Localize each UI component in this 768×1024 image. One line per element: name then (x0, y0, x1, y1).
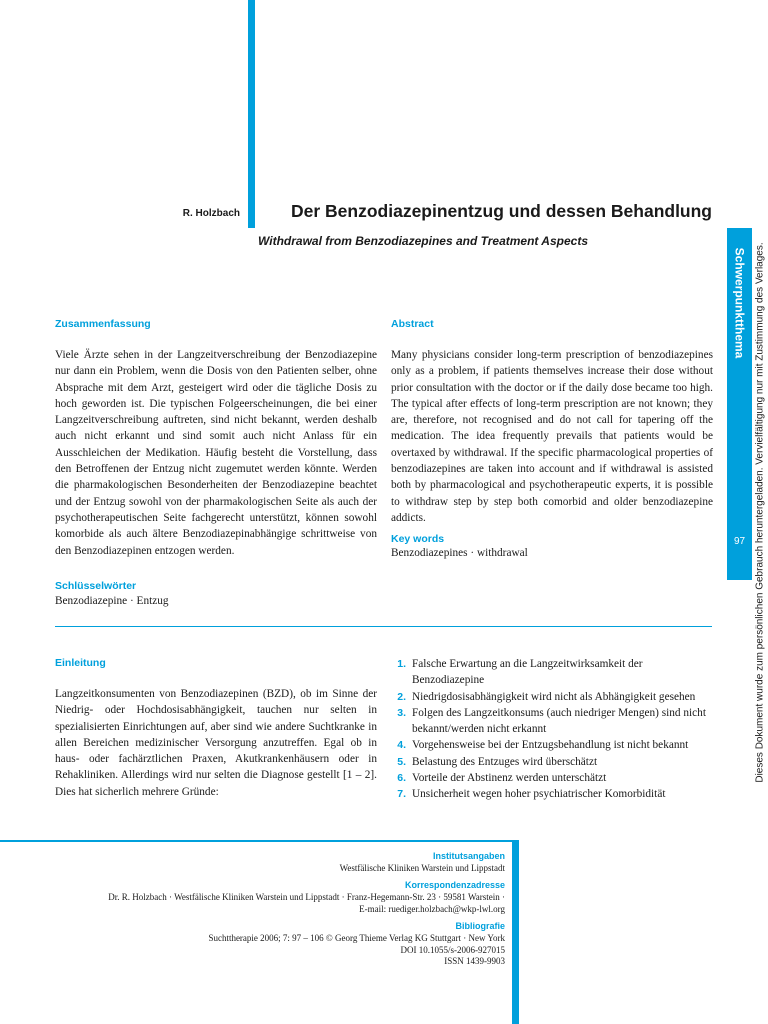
institut-heading: Institutsangaben (432, 851, 505, 861)
abstract-text: Many physicians consider long-term prescription of benzodiazepines only as a problem, if patients themselves increase their dose without prior consultation with the doctor or if the daily dose became too high. The typical after effects of long-term prescription are not known; they are, therefore, not recognised and do not call for tapering off the medication. The idea frequently prevails that patients would be overtaxed by withdrawal. If the specific pharmacological properties of benzodiazepines are taken into account and if withdrawal is assisted both by pharmacological and psychotherapeutic experts, it is possible to withdraw step by step both comorbid and older benzodiazepine addicts. (391, 349, 713, 524)
zusammenfassung-text: Viele Ärzte sehen in der Langzeitverschreibung der Benzodiazepine nur dann ein Problem, wenn die Dosis von den Patienten selber, ohne Absprache mit dem Arzt, gesteigert wird oder die tägliche Dosis zu hoch geworden ist. Die typischen Folgeerscheinungen, die bei einer Langzeitverschreibung auftreten, sind nicht bekannt, werden deshalb auch nicht erkannt und sind somit auch nicht Anlass für ein Ausschleichen der Medikation. Häufig besteht die Vorstellung, dass den Betroffenen der Entzug nicht zugemutet werden könnte. Werden die pharmakologischen Besonderheiten der Benzodiazepine beachtet und der Entzug sowohl von der pharmakologischen Seite als auch der psychotherapeutischen Seite fachgerecht unterstützt, können sowohl komorbide als auch ältere Benzodiazepinabhängige schrittweise von den Benzodiazepinen entzogen werden. (55, 349, 377, 557)
page-subtitle: Withdrawal from Benzodiazepines and Treatment Aspects (258, 234, 588, 248)
list-number: 4. (397, 739, 406, 752)
list-text: Unsicherheit wegen hoher psychiatrischer Komorbidität (412, 788, 666, 801)
bibliografie-issn: ISSN 1439-9903 (444, 956, 505, 967)
side-tab-label: Schwerpunktthema (732, 247, 747, 359)
list-text: Niedrigdosisabhängigkeit wird nicht als Abhängigkeit gesehen (412, 690, 696, 703)
bibliografie-citation: Suchttherapie 2006; 7: 97 – 106 © Georg Thieme Verlag KG Stuttgart · New York (208, 932, 505, 943)
list-item (391, 737, 713, 753)
reasons-list (391, 656, 713, 803)
abstract-heading: Abstract (391, 318, 434, 330)
keywords-text: Benzodiazepines · withdrawal (391, 547, 528, 559)
bibliografie-doi: DOI 10.1055/s-2006-927015 (400, 944, 505, 955)
top-accent-bar (248, 0, 255, 228)
copyright-notice: Dieses Dokument wurde zum persönlichen Gebrauch heruntergeladen. Vervielfältigung nur mit Zustimmung des Verlages. (754, 241, 766, 783)
list-item (391, 705, 713, 738)
list-item (391, 689, 713, 705)
korrespondenz-block (30, 880, 505, 915)
footer-top-rule (0, 840, 519, 842)
schluesselwoerter-heading: Schlüsselwörter (55, 580, 137, 592)
bibliografie-heading: Bibliografie (455, 921, 505, 931)
bibliografie-block (30, 921, 505, 968)
korrespondenz-email: E-mail: ruediger.holzbach@wkp-lwl.org (359, 903, 505, 914)
list-number: 1. (397, 658, 406, 670)
zusammenfassung-heading: Zusammenfassung (55, 318, 151, 330)
list-text: Vorteile der Abstinenz werden unterschätzt (412, 772, 607, 785)
list-number: 6. (397, 772, 406, 785)
list-item (391, 754, 713, 770)
list-number: 3. (397, 706, 406, 719)
korrespondenz-address: Dr. R. Holzbach · Westfälische Kliniken Warstein und Lippstadt · Franz-Hegemann-Str. 23 · 59581 Warstein · (108, 891, 505, 902)
bottom-accent-bar (512, 840, 519, 1024)
page-number: 97 (733, 536, 746, 547)
list-text: Falsche Erwartung an die Langzeitwirksamkeit der Benzodiazepine (412, 658, 643, 687)
korrespondenz-heading: Korrespondenzadresse (404, 880, 505, 890)
list-text: Folgen des Langzeitkonsums (auch niedriger Mengen) sind nicht bekannt/werden nicht erkannt (412, 706, 706, 736)
list-text: Belastung des Entzuges wird überschätzt (412, 755, 598, 768)
keywords-heading: Key words (391, 533, 445, 545)
list-item (391, 786, 713, 802)
schluesselwoerter-text: Benzodiazepine · Entzug (55, 595, 169, 607)
list-item (391, 770, 713, 786)
institut-text: Westfälische Kliniken Warstein und Lippstadt (339, 862, 505, 873)
list-item (391, 656, 713, 689)
author: R. Holzbach (182, 208, 240, 219)
list-text: Vorgehensweise bei der Entzugsbehandlung ist nicht bekannt (412, 739, 689, 752)
section-divider (55, 626, 712, 627)
einleitung-heading: Einleitung (55, 657, 106, 669)
list-number: 7. (397, 788, 406, 801)
page-title: Der Benzodiazepinentzug und dessen Behandlung (291, 201, 712, 221)
list-number: 5. (397, 755, 406, 768)
list-number: 2. (397, 690, 406, 703)
institut-block (30, 851, 505, 875)
einleitung-text: Langzeitkonsumenten von Benzodiazepinen (BZD), ob im Sinne der Niedrig- oder Hochdosisabhängigkeit, tauchen nur selten in spezialisierten Einrichtungen auf, aber sind wie andere Suchtkranke in allen Bereichen medizinischer Versorgung anzutreffen. Egal ob in haus- oder fachärztlichen Praxen, Akutkrankenhäusern oder in Rehakliniken. Allerdings wird nur selten die Diagnose gestellt [1 – 2]. Dies hat sicherlich mehrere Gründe: (55, 688, 377, 798)
